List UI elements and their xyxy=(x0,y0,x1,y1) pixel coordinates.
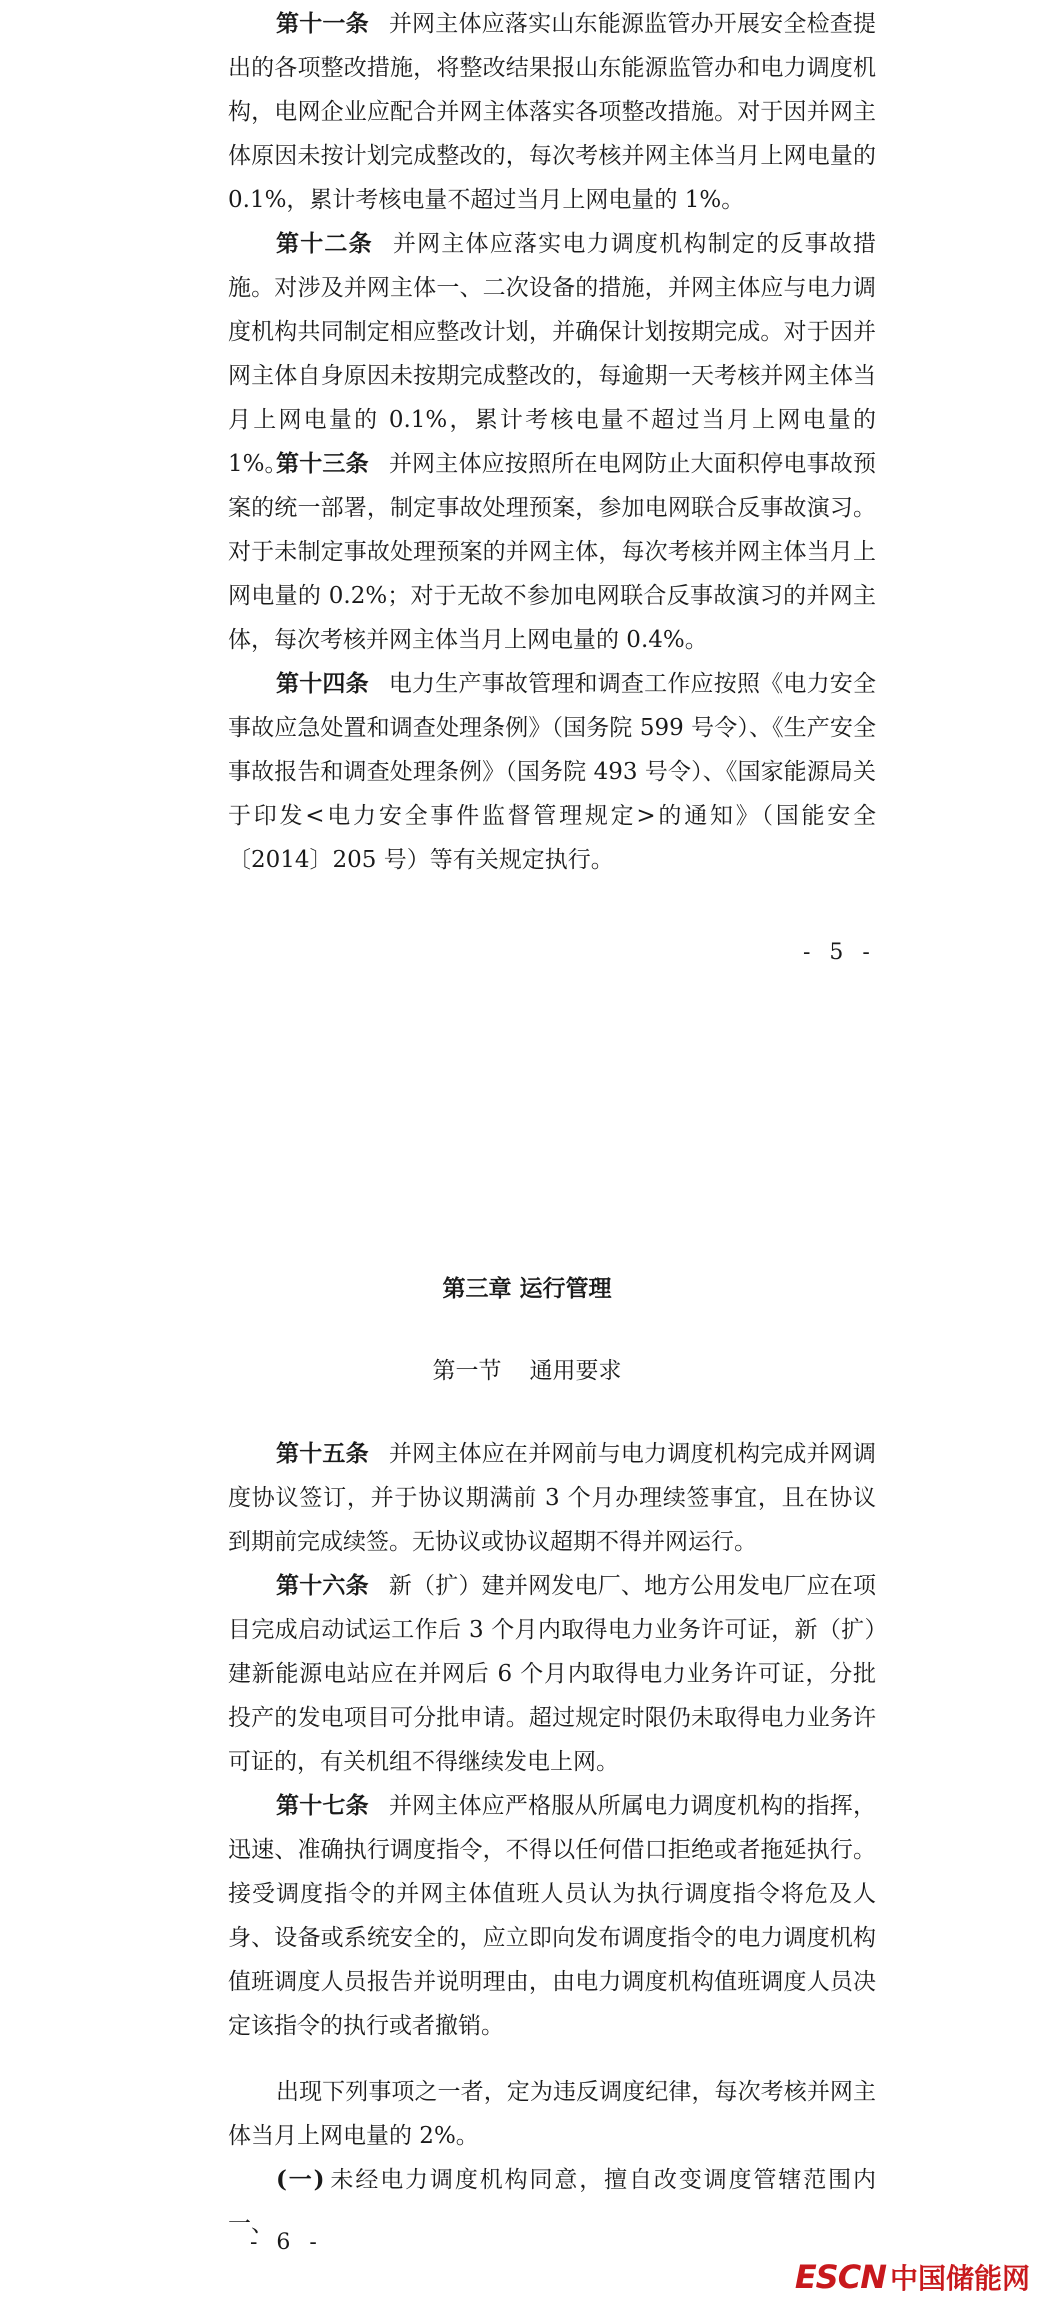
article-14-text: 电力生产事故管理和调查工作应按照《电力安全事故应急处置和调查处理条例》（国务院 599 号令）、《生产安全事故报告和调查处理条例》（国务院 493 号令）、《国家能源局关于印发<电力安全事件监督管理规定>的通知》（国能安全〔2014〕205 号）等有关规定执行。 xyxy=(228,671,877,873)
document-page-5 xyxy=(0,0,1054,1070)
section-number: 第一节 xyxy=(432,1358,502,1384)
article-15-number: 第十五条 xyxy=(276,1440,369,1467)
article-13-text: 并网主体应按照所在电网防止大面积停电事故预案的统一部署，制定事故处理预案，参加电网联合反事故演习。对于未制定事故处理预案的并网主体，每次考核并网主体当月上网电量的 0.2%；对于无故不参加电网联合反事故演习的并网主体，每次考核并网主体当月上网电量的 0.4%。 xyxy=(228,451,877,653)
article-11 xyxy=(228,2,876,222)
sub-item-1-number: (一) xyxy=(276,2166,325,2193)
section-title: 通用要求 xyxy=(529,1358,622,1384)
article-15-text: 并网主体应在并网前与电力调度机构完成并网调度协议签订，并于协议期满前 3 个月办理续签事宜，且在协议到期前完成续签。无协议或协议超期不得并网运行。 xyxy=(228,1441,877,1555)
watermark-latin: ESCN xyxy=(794,2258,886,2296)
violation-paragraph: 出现下列事项之一者，定为违反调度纪律，每次考核并网主体当月上网电量的 2%。 xyxy=(228,2079,876,2149)
article-11-number: 第十一条 xyxy=(276,10,369,37)
sub-item-1-text: 未经电力调度机构同意，擅自改变调度管辖范围内一、 xyxy=(228,2167,877,2237)
watermark-chinese: 中国储能网 xyxy=(889,2262,1030,2295)
article-11-text: 并网主体应落实山东能源监管办开展安全检查提出的各项整改措施，将整改结果报山东能源监管办和电力调度机构，电网企业应配合并网主体落实各项整改措施。对于因并网主体原因未按计划完成整改的，每次考核并网主体当月上网电量的 0.1%，累计考核电量不超过当月上网电量的 1%。 xyxy=(228,11,877,213)
page-number: - 6 - xyxy=(250,2230,323,2255)
article-17 xyxy=(228,1784,876,2048)
article-13 xyxy=(228,442,876,662)
document-page-6 xyxy=(0,1070,1054,2309)
article-14-number: 第十四条 xyxy=(276,670,369,697)
sub-item-1 xyxy=(228,2158,876,2246)
article-17-text: 并网主体应严格服从所属电力调度机构的指挥，迅速、准确执行调度指令，不得以任何借口拒绝或者拖延执行。接受调度指令的并网主体值班人员认为执行调度指令将危及人身、设备或系统安全的，应立即向发布调度指令的电力调度机构值班调度人员报告并说明理由，由电力调度机构值班调度人员决定该指令的执行或者撤销。 xyxy=(228,1793,877,2039)
section-heading xyxy=(0,1352,1054,1385)
article-17-number: 第十七条 xyxy=(276,1792,369,1819)
article-16-number: 第十六条 xyxy=(276,1572,369,1599)
page-number: - 5 - xyxy=(803,940,876,965)
article-14 xyxy=(228,662,876,882)
article-16-text: 新（扩）建并网发电厂、地方公用发电厂应在项目完成启动试运工作后 3 个月内取得电力业务许可证，新（扩）建新能源电站应在并网后 6 个月内取得电力业务许可证，分批投产的发电项目可分批申请。超过规定时限仍未取得电力业务许可证的，有关机组不得继续发电上网。 xyxy=(228,1573,877,1775)
article-16 xyxy=(228,1564,876,1784)
article-12-text: 并网主体应落实电力调度机构制定的反事故措施。对涉及并网主体一、二次设备的措施，并网主体应与电力调度机构共同制定相应整改计划，并确保计划按期完成。对于因并网主体自身原因未按期完成整改的，每逾期一天考核并网主体当月上网电量的 0.1%，累计考核电量不超过当月上网电量的 1%。 xyxy=(228,231,877,477)
chapter-title: 第三章 运行管理 xyxy=(442,1275,612,1302)
article-15 xyxy=(228,1432,876,1564)
escn-watermark-logo xyxy=(795,2257,1030,2297)
article-13-number: 第十三条 xyxy=(276,450,369,477)
article-12-number: 第十二条 xyxy=(276,230,373,257)
